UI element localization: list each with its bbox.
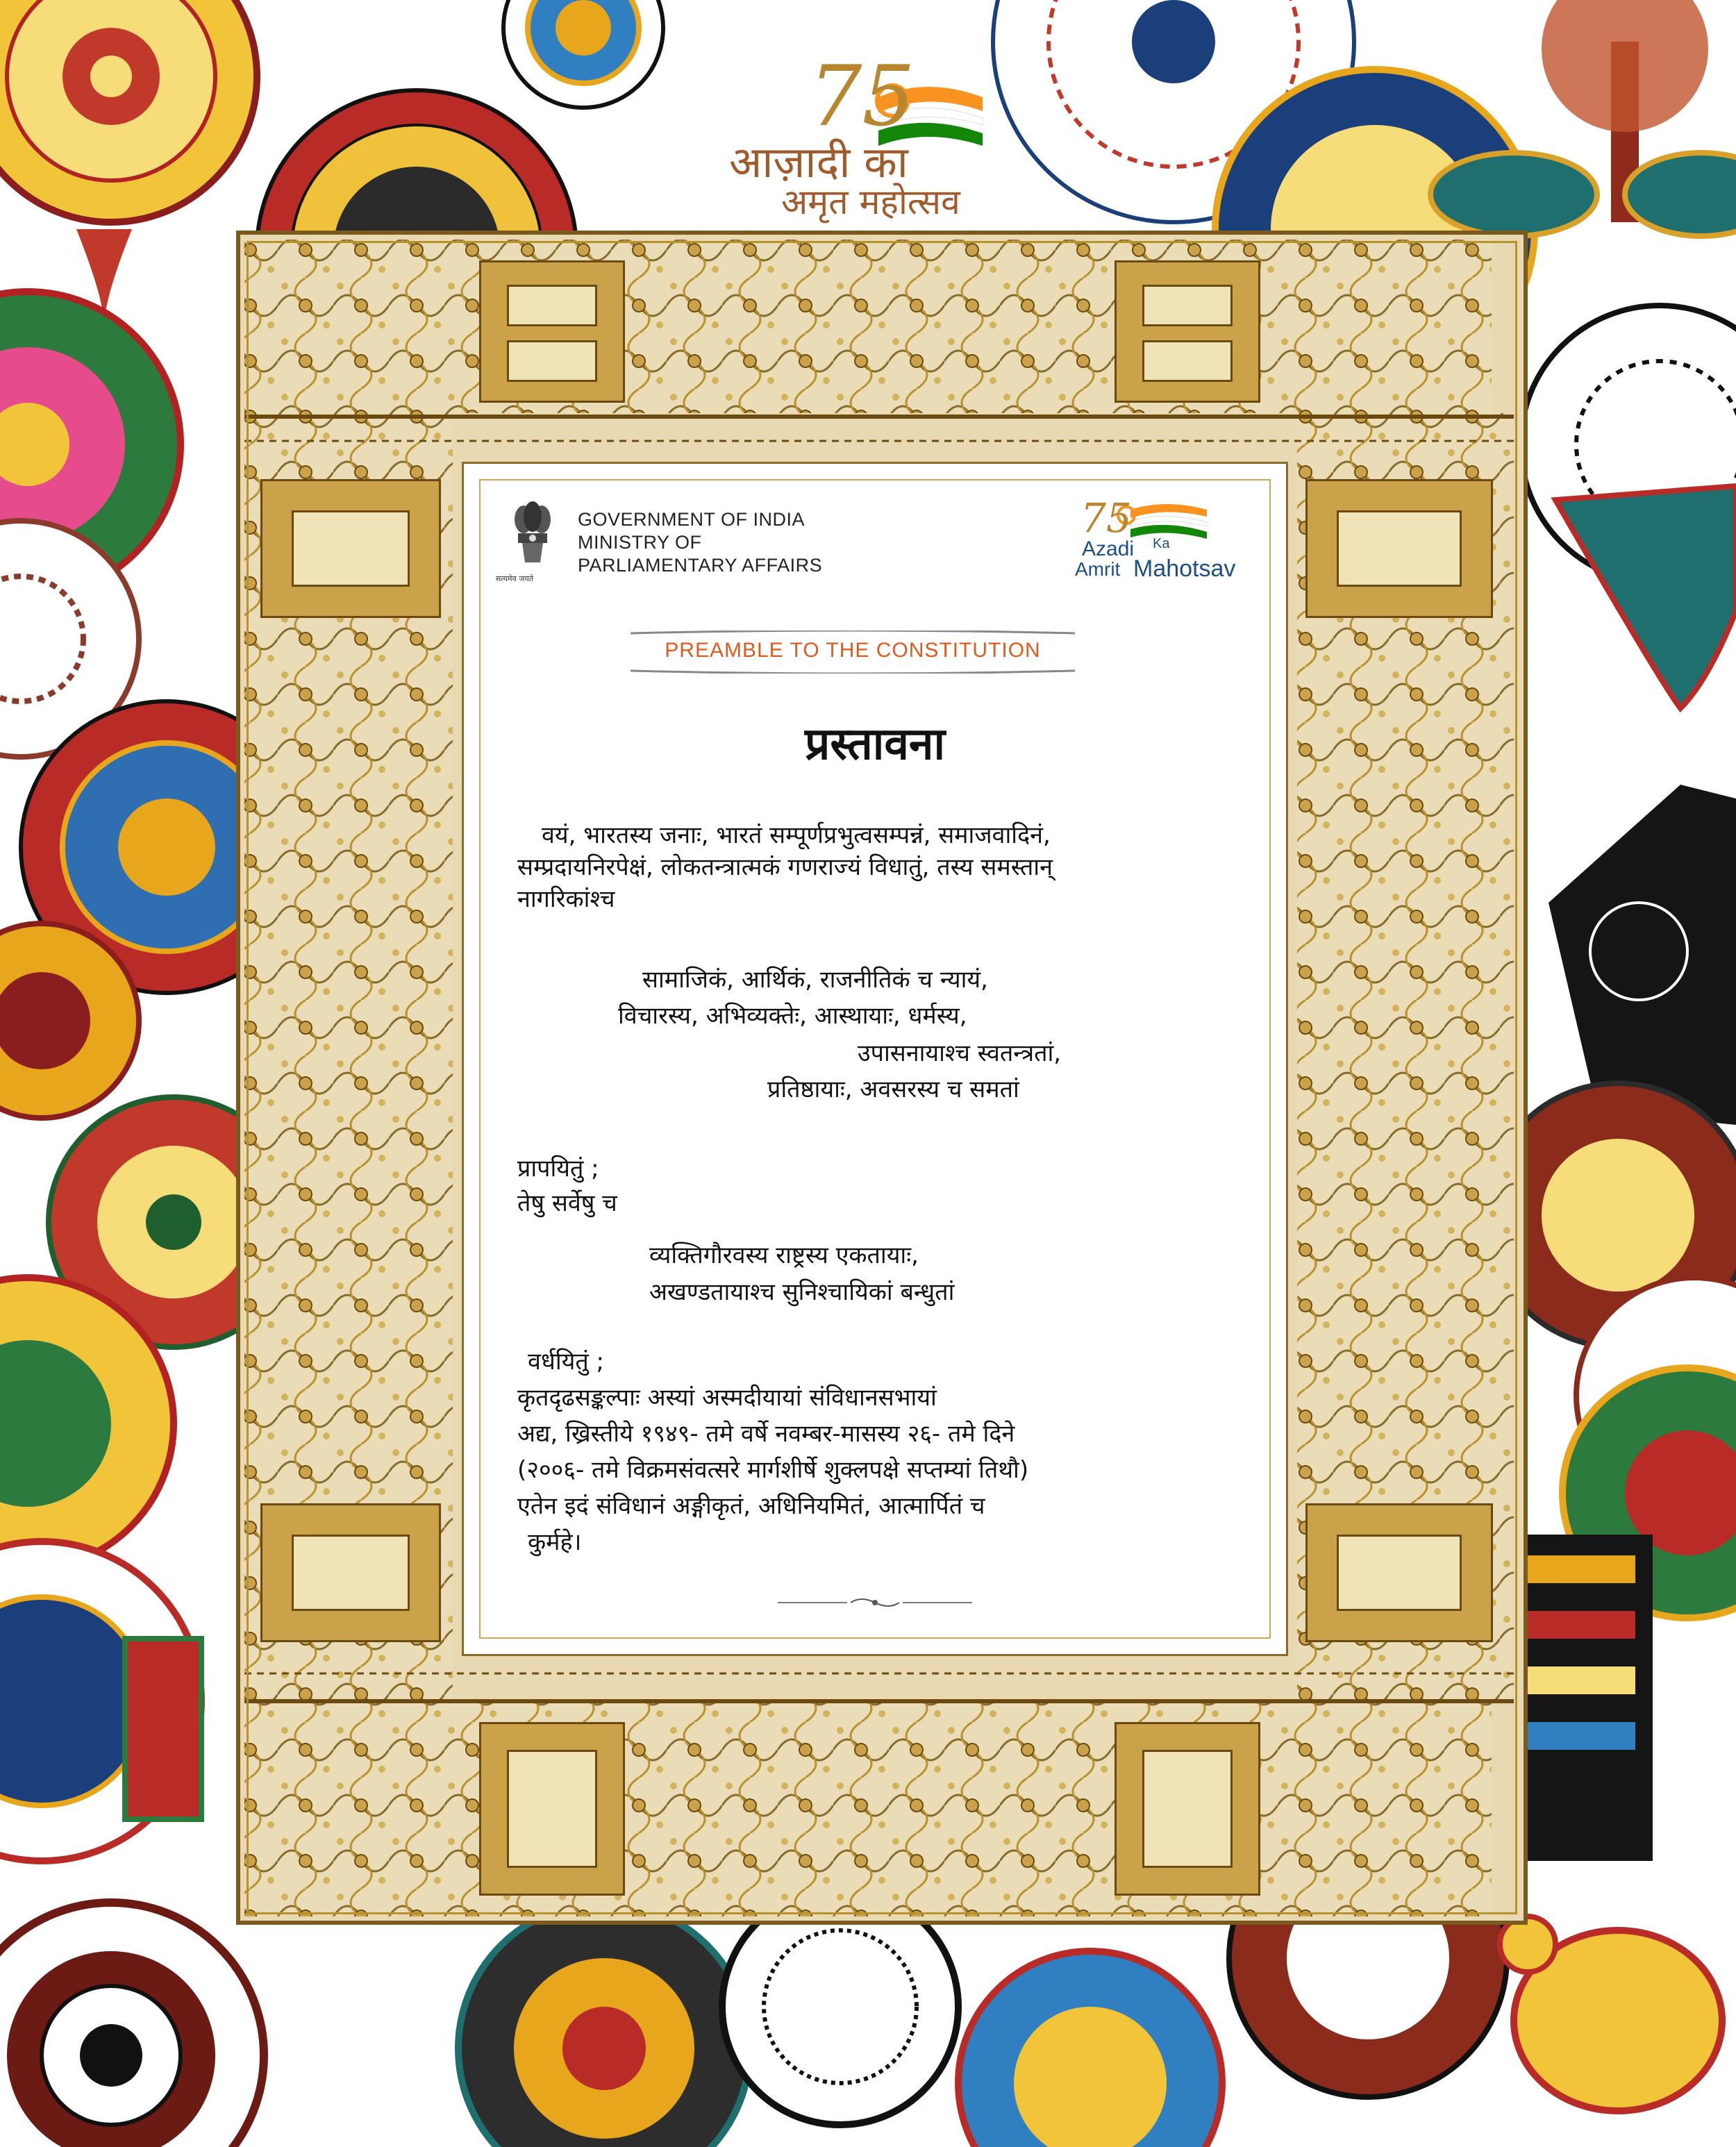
mandala-top-center xyxy=(503,0,663,108)
para3-line2: तेषु सर्वेषु च xyxy=(517,1189,617,1217)
para2-line3: उपासनायाश्च स्वतन्त्रतां, xyxy=(858,1039,1062,1067)
para4-line1: व्यक्तिगौरवस्य राष्ट्रस्य एकतायाः, xyxy=(649,1242,919,1269)
para5-line5: एतेन इदं संविधानं अङ्गीकृतं, अधिनियमितं, आत्मार्पितं च xyxy=(517,1492,985,1520)
azadi-ka-amrit-mahotsav-logo-top xyxy=(719,49,1010,222)
mandala-right-2 xyxy=(1555,486,1736,708)
akm-amrit: Amrit xyxy=(1075,558,1121,580)
frame-tile-right-top-inner xyxy=(1337,510,1462,587)
akm-75-number: 75 xyxy=(1080,494,1132,542)
akm-ka: Ka xyxy=(1153,536,1170,551)
para5-line4: (२००६- तमे विक्रमसंवत्सरे मार्गशीर्षे शुक्लपक्षे सप्तम्यां तिथौ) xyxy=(517,1456,1029,1484)
frame-tile-top-2-inner xyxy=(1142,285,1233,326)
peacock-bottom-right xyxy=(1500,1916,1722,2111)
frame-tile-left-bottom-inner xyxy=(292,1535,410,1611)
gov-line-3: PARLIAMENTARY AFFAIRS xyxy=(578,555,823,576)
end-flourish-divider xyxy=(778,1596,972,1610)
frame-tile-top-1-inner2 xyxy=(507,340,597,382)
logo-line-azadi: आज़ादी का xyxy=(729,137,908,187)
frame-tile-bottom-2-inner xyxy=(1142,1750,1233,1868)
para1-line2: सम्प्रदायनिरपेक्षं, लोकतन्त्रात्मकं गणराज्यं विधातुं, तस्य समस्तान् xyxy=(517,853,1053,881)
mandala-bottom-left xyxy=(0,1903,264,2147)
logo-line-amrit: अमृत महोत्सव xyxy=(781,182,960,222)
para3-line1: प्रापयितुं ; xyxy=(517,1155,599,1183)
frame-tile-left-top-inner xyxy=(292,510,410,587)
para2-line1: सामाजिकं, आर्थिकं, राजनीतिकं च न्यायं, xyxy=(642,966,988,994)
mandala-top-left xyxy=(0,0,257,222)
national-emblem-icon xyxy=(512,500,553,569)
tribal-panel xyxy=(1507,1535,1653,1861)
warli-panel xyxy=(1549,785,1736,1125)
mandala-bottom-3 xyxy=(958,1951,1222,2147)
frame-tile-top-2-inner2 xyxy=(1142,340,1233,382)
para5-line1: वर्धयितुं ; xyxy=(528,1348,604,1376)
para5-line6: कुर्महे। xyxy=(528,1528,582,1556)
para2-line2: विचारस्य, अभिव्यक्तेः, आस्थायाः, धर्मस्य, xyxy=(618,1002,967,1030)
para1-line3: नागरिकांश्च xyxy=(517,885,615,913)
emblem-caption: सत्यमेव जयते xyxy=(496,574,534,583)
para5-line3: अद्य, ख्रिस्तीये १९४९- तमे वर्षे नवम्बर-मासस्य २६- तमे दिने xyxy=(517,1420,1015,1448)
logo-75-number: 75 xyxy=(809,49,915,145)
para4-line2: अखण्डतायाश्च सुनिश्चायिकां बन्धुतां xyxy=(649,1278,955,1306)
gov-line-1: GOVERNMENT OF INDIA xyxy=(578,509,806,530)
para5-line2: कृतदृढसङ्कल्पाः अस्यां अस्मदीयायां संविधानसभायां xyxy=(517,1384,937,1412)
preamble-ribbon-title: PREAMBLE TO THE CONSTITUTION xyxy=(665,639,1041,662)
para2-line4: प्रतिष्ठायाः, अवसरस्य च समतां xyxy=(767,1076,1019,1103)
mandala-left-8 xyxy=(125,1639,201,1819)
para1-line1: वयं, भारतस्य जनाः, भारतं सम्पूर्णप्रभुत्वसम्पन्नं, समाजवादिनं, xyxy=(542,821,1051,849)
akm-azadi: Azadi xyxy=(1082,537,1135,560)
frame-tile-right-bottom-inner xyxy=(1337,1535,1462,1611)
mandala-bottom-1 xyxy=(458,1903,750,2147)
frame-tile-bottom-1-inner xyxy=(507,1750,597,1868)
government-text xyxy=(578,508,822,577)
azadi-ka-amrit-mahotsav-logo-small xyxy=(1075,494,1255,585)
akm-mahotsav: Mahotsav xyxy=(1133,555,1236,582)
frame-tile-top-1-inner xyxy=(507,285,597,326)
gov-line-2: MINISTRY OF xyxy=(578,532,702,553)
document-title: प्रस्तावना xyxy=(804,719,946,770)
